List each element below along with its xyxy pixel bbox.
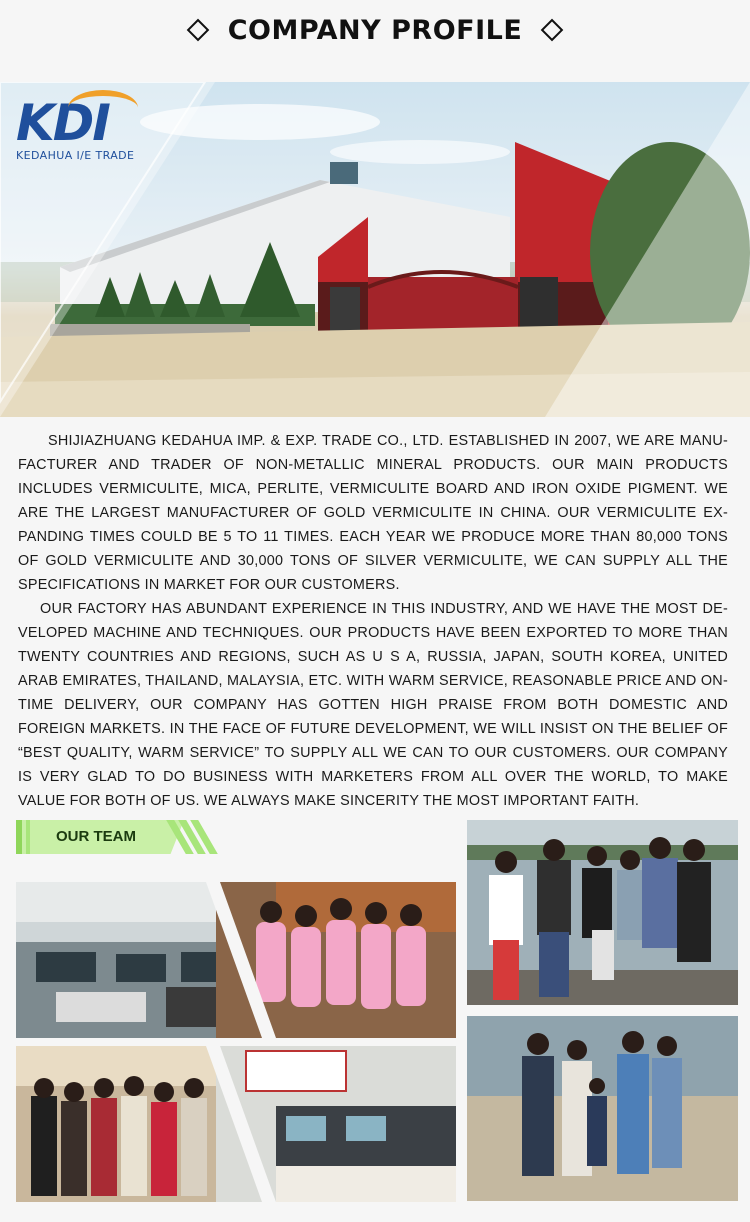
team-photo-office-staff	[16, 1046, 456, 1202]
logo-mark: KDI	[16, 98, 151, 148]
page-title: COMPANY PROFILE	[227, 14, 523, 46]
logo-arc-icon	[68, 90, 138, 126]
team-photo-office-group	[16, 882, 456, 1038]
logo-subtitle: KEDAHUA I/E TRADE	[16, 149, 135, 162]
diamond-right-icon	[541, 19, 564, 42]
factory-photo	[0, 82, 750, 417]
team-photo-beach	[467, 1016, 738, 1201]
team-photo-boat	[467, 820, 738, 1005]
paragraph: SHIJIAZHUANG KEDAHUA IMP. & EXP. TRADE CO., LTD. ESTABLISHED IN 2007, WE ARE MANU-FACTURER AND TRADER OF NON-METALLIC MINERAL PRODUCTS. OUR MAIN PRODUCTS INCLUDES VERMICULITE, MICA, PERLITE, VERMICULITE BOARD AND IRON OXIDE PIGMENT. WE ARE THE LARGEST MANUFACTURER OF GOLD VERMICULITE IN CHINA. OUR VERMICULITE EX-PANDING TIMES COULD BE 5 TO 11 TIMES. EACH YEAR WE PRODUCE MORE THAN 80,000 TONS OF GOLD VERMICULITE AND 30,000 TONS OF SILVER VERMICULITE, WE CAN SUPPLY ALL THE SPECIFICATIONS IN MARKET FOR OUR CUSTOMERS.	[18, 433, 728, 593]
our-team-banner	[16, 820, 206, 854]
diamond-left-icon	[186, 19, 209, 42]
paragraph: OUR FACTORY HAS ABUNDANT EXPERIENCE IN THIS INDUSTRY, AND WE HAVE THE MOST DE-VELOPED MACHINE AND TECHNIQUES. OUR PRODUCTS HAVE BEEN EXPORTED TO MORE THAN TWENTY COUNTRIES AND REGIONS, SUCH AS U S A, RUSSIA, JAPAN, SOUTH KOREA, UNITED ARAB EMIRATES, THAILAND, MALAYSIA, ETC. WITH WARM SERVICE, REASONABLE PRICE AND ON-TIME DELIVERY, OUR COMPANY HAS GOTTEN HIGH PRAISE FROM BOTH DOMESTIC AND FOREIGN MARKETS. IN THE FACE OF FUTURE DEVELOPMENT, WE WILL INSIST ON THE BELIEF OF “BEST QUALITY, WARM SERVICE” TO SUPPLY ALL WE CAN TO OUR CUSTOMERS. OUR COMPANY IS VERY GLAD TO DO BUSINESS WITH MARKETERS FROM ALL OVER THE WORLD, TO MAKE VALUE FOR BOTH OF US. WE ALWAYS MAKE SINCERITY THE MOST IMPORTANT FAITH.	[18, 601, 728, 809]
our-team-label: OUR TEAM	[56, 828, 136, 845]
company-logo	[16, 94, 151, 162]
section-header	[0, 0, 750, 60]
company-description	[18, 429, 728, 813]
